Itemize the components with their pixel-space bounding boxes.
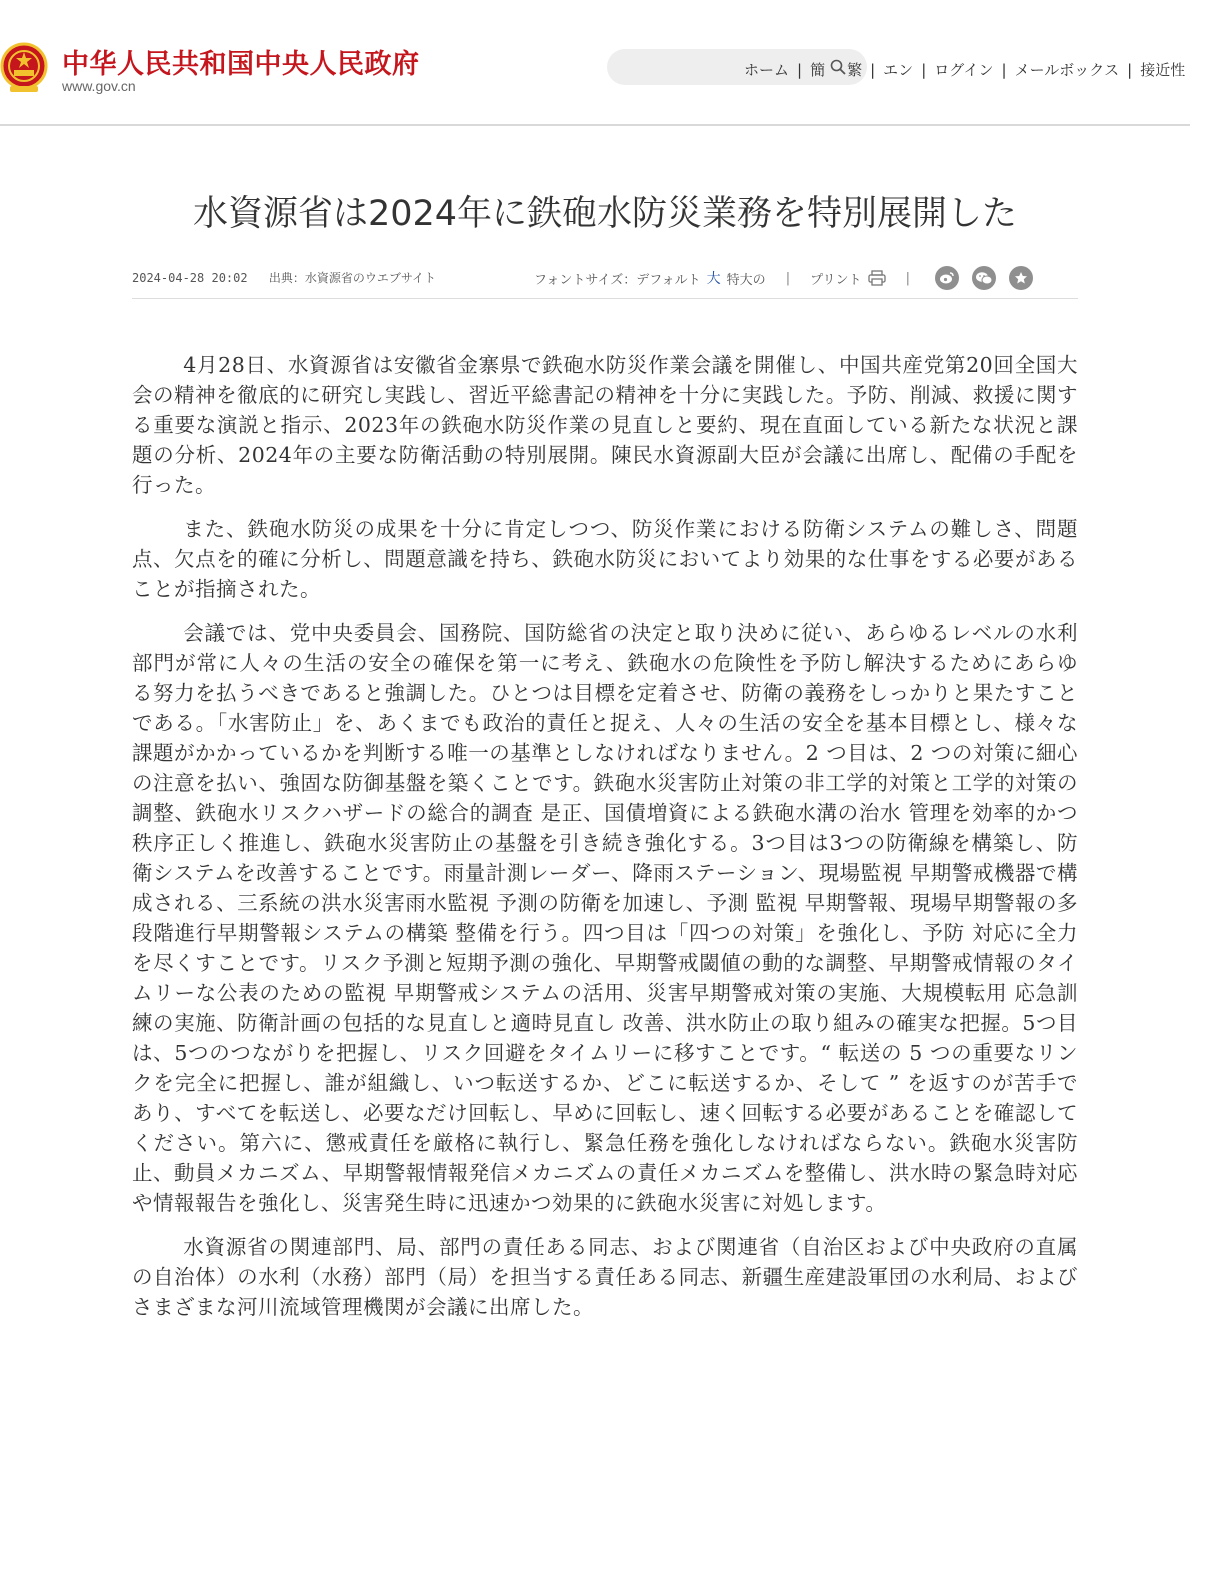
article-paragraph: 4月28日、水資源省は安徽省金寨県で鉄砲水防災作業会議を開催し、中国共産党第20回全国大会の精神を徹底的に研究し実践し、習近平総書記の精神を十分に実践した。予防、削減、救援に関する重要な演説と指示、2023年の鉄砲水防災作業の見直しと要約、現在直面している新たな状況と課題の分析、2024年の主要な防衛活動の特別展開。陳民水資源副大臣が会議に出席し、配備の手配を行った。 [132,353,1078,497]
wechat-icon[interactable] [972,266,996,290]
nav-accessibility[interactable]: 接近性 [1140,61,1186,79]
article-paragraph: また、鉄砲水防災の成果を十分に肯定しつつ、防災作業における防衛システムの難しさ、問題点、欠点を的確に分析し、問題意識を持ち、鉄砲水防災においてより効果的な仕事をする必要があることが指摘された。 [132,517,1078,601]
print-button[interactable]: プリント [810,272,862,288]
favorite-icon[interactable] [1009,266,1033,290]
national-emblem-icon[interactable] [0,42,48,94]
nav-separator: | [921,60,927,79]
weibo-icon[interactable] [935,266,959,290]
article-tools [534,266,1033,290]
printer-icon[interactable] [868,270,886,286]
site-url[interactable]: www.gov.cn [62,78,136,94]
nav-separator: | [797,60,803,79]
site-header [0,0,1190,126]
nav-traditional-chinese[interactable]: 繁 [847,61,863,79]
article-meta [132,262,1078,299]
tools-divider: | [785,270,791,286]
nav-login[interactable]: ログイン [934,61,994,79]
publish-date: 2024-04-28 20:02 [132,271,248,285]
article-source: 出典：水資源省のウエブサイト [268,271,436,285]
nav-english[interactable]: エン [883,61,914,79]
article-paragraph: 水資源省の関連部門、局、部門の責任ある同志、および関連省（自治区および中央政府の直属の自治体）の水利（水務）部門（局）を担当する責任ある同志、新疆生産建設軍団の水利局、およびさまざまな河川流域管理機関が会議に出席した。 [132,1235,1078,1319]
nav-simplified-chinese[interactable]: 簡 [810,61,826,79]
article-info [132,269,450,286]
tools-divider: | [905,270,910,286]
top-nav [744,59,1185,80]
font-size-default[interactable]: フォントサイズ：デフォルト [534,272,701,288]
nav-home[interactable]: ホーム [744,61,790,79]
article-paragraph: 会議では、党中央委員会、国務院、国防総省の決定と取り決めに従い、あらゆるレベルの水利部門が常に人々の生活の安全の確保を第一に考え、鉄砲水の危険性を予防し解決するためにあらゆる努力を払うべきであると強調した。ひとつは目標を定着させ、防衛の義務をしっかりと果たすことである。「水害防止」を、あくまでも政治的責任と捉え、人々の生活の安全を基本目標とし、様々な課題がかかっているかを判断する唯一の基準としなければなりません。2 つ目は、2 つの対策に細心の注意を払い、強固な防御基盤を築くことです。鉄砲水災害防止対策の非工学的対策と工学的対策の調整、鉄砲水リスクハザードの総合的調査 是正、国債増資による鉄砲水溝の治水 管理を効率的かつ秩序正しく推進し、鉄砲水災害防止の基盤を引き続き強化する。3つ目は3つの防衛線を構築し、防衛システムを改善することです。雨量計測レーダー、降雨ステーション、現場監視 早期警戒機器で構成される、三系統の洪水災害雨水監視 予測の防衛を加速し、予測 監視 早期警報、現場早期警報の多段階進行早期警報システムの構築 整備を行う。四つ目は「四つの対策」を強化し、予防 対応に全力を尽くすことです。リスク予測と短期予測の強化、早期警戒閾値の動的な調整、早期警戒情報のタイムリーな公表のための監視 早期警戒システムの活用、災害早期警戒対策の実施、大規模転用 応急訓練の実施、防衛計画の包括的な見直しと適時見直し 改善、洪水防止の取り組みの確実な把握。5つ目は、5つのつながりを把握し、リスク回避をタイムリーに移すことです。“ 転送の 5 つの重要なリンクを完全に把握し、誰が組織し、いつ転送するか、どこに転送するか、そして ” を返すのが苦手であり、すべてを転送し、必要なだけ回転し、早めに回転し、速く回転する必要があることを確認してください。第六に、懲戒責任を厳格に執行し、緊急任務を強化しなければならない。鉄砲水災害防止、動員メカニズム、早期警報情報発信メカニズムの責任メカニズムを整備し、洪水時の緊急時対応や情報報告を強化し、災害発生時に迅速かつ効果的に鉄砲水災害に対処します。 [132,621,1078,1215]
nav-mailbox[interactable]: メールボックス [1014,61,1120,79]
nav-separator: | [1001,60,1007,79]
nav-separator: | [1127,60,1133,79]
article-body [132,350,1078,1336]
site-name[interactable]: 中华人民共和国中央人民政府 [62,49,420,80]
nav-separator: | [870,60,876,79]
font-size-large[interactable]: 大 [706,271,721,287]
font-size-xlarge[interactable]: 特大の [726,272,766,288]
article-title: 水資源省は2024年に鉄砲水防災業務を特別展開した [192,194,1018,234]
